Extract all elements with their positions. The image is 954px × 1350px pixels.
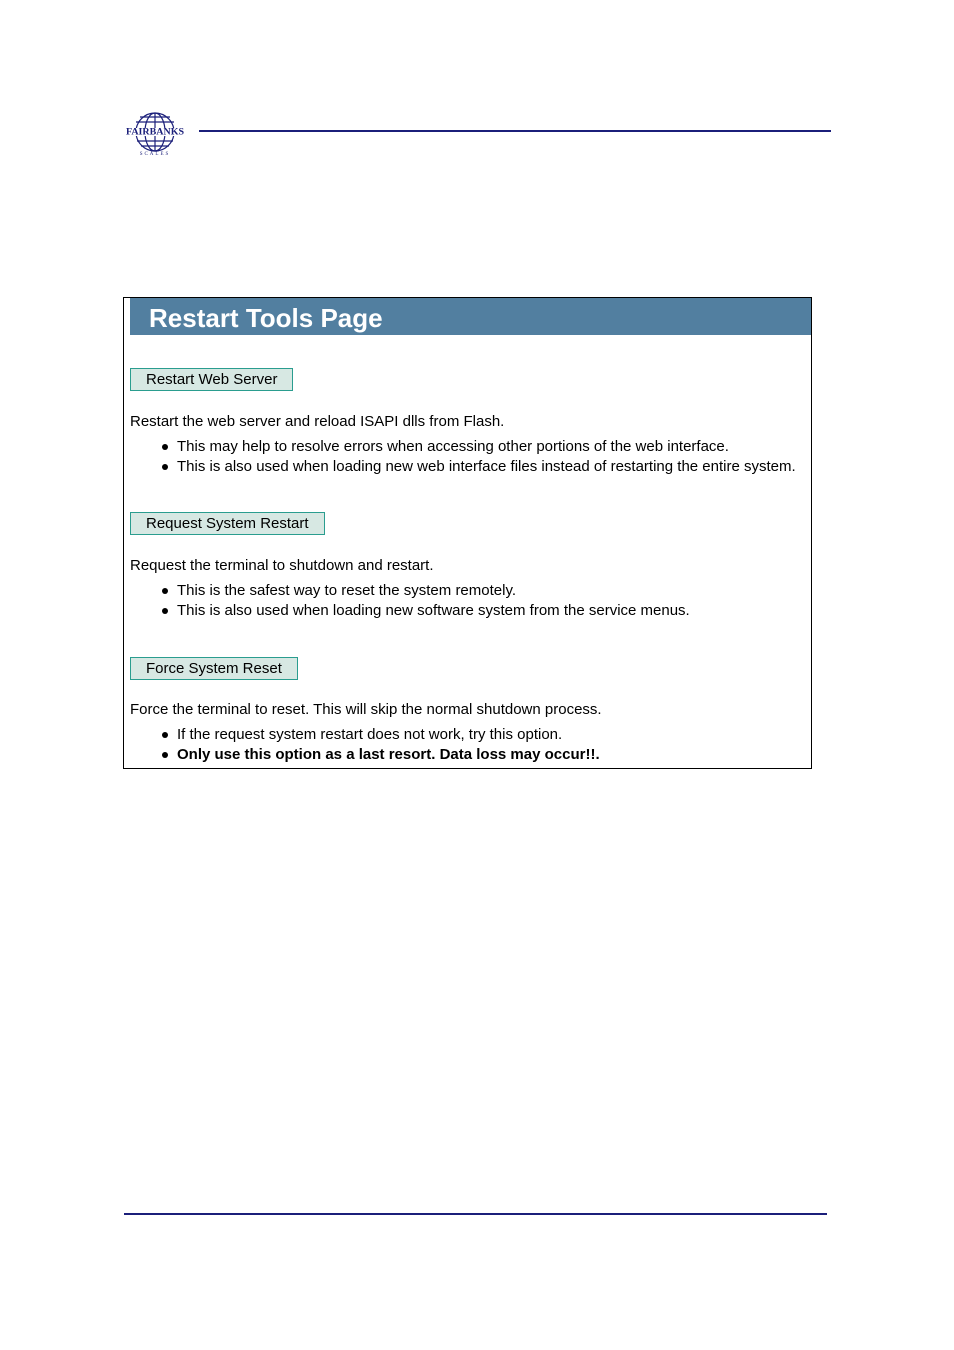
footer-rule bbox=[124, 1213, 827, 1215]
restart-web-server-notes bbox=[160, 437, 796, 477]
request-system-restart-button[interactable]: Request System Restart bbox=[130, 512, 325, 535]
page-title: Restart Tools Page bbox=[149, 303, 383, 333]
force-system-reset-description: Force the terminal to reset. This will skip the normal shutdown process. bbox=[130, 701, 602, 718]
force-system-reset-notes bbox=[160, 725, 600, 765]
fairbanks-logo bbox=[124, 110, 186, 156]
restart-tools-panel bbox=[123, 297, 812, 769]
title-bar bbox=[130, 298, 811, 335]
logo-wordmark: FAIRBANKS bbox=[126, 127, 184, 138]
request-system-restart-description: Request the terminal to shutdown and restart. bbox=[130, 557, 434, 574]
list-item: This is also used when loading new web interface files instead of restarting the entire system. bbox=[160, 457, 796, 477]
logo-subtext: SCALES bbox=[139, 152, 171, 156]
request-system-restart-notes bbox=[160, 581, 690, 621]
force-system-reset-button[interactable]: Force System Reset bbox=[130, 657, 298, 680]
list-item: This is also used when loading new software system from the service menus. bbox=[160, 601, 690, 621]
list-item: If the request system restart does not work, try this option. bbox=[160, 725, 600, 745]
list-item: This may help to resolve errors when accessing other portions of the web interface. bbox=[160, 437, 796, 457]
list-item: This is the safest way to reset the system remotely. bbox=[160, 581, 690, 601]
list-item-warning: Only use this option as a last resort. Data loss may occur!!. bbox=[160, 745, 600, 765]
header-rule bbox=[199, 130, 831, 132]
restart-web-server-button[interactable]: Restart Web Server bbox=[130, 368, 293, 391]
restart-web-server-description: Restart the web server and reload ISAPI dlls from Flash. bbox=[130, 413, 505, 430]
